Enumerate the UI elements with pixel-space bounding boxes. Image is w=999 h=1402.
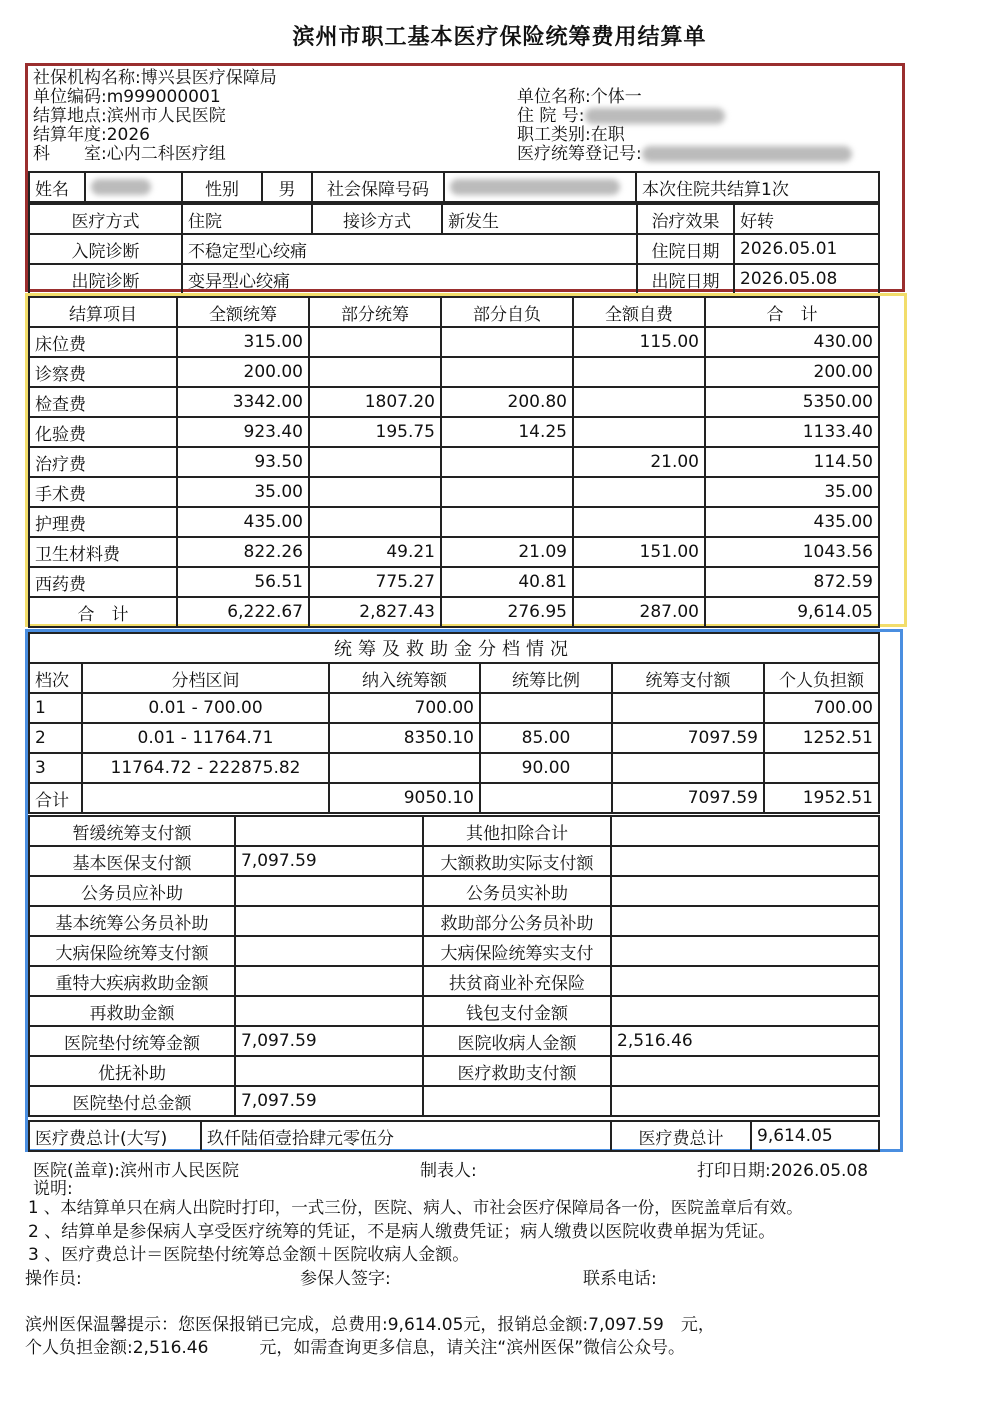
out-diag-value: 变异型心绞痛 [182, 264, 637, 294]
in-diag-label: 入院诊断 [29, 234, 182, 264]
total-value: 9,614.05 [751, 1121, 879, 1151]
payment-cell [611, 816, 879, 846]
in-date-label: 住院日期 [637, 234, 734, 264]
fee-cell: 822.26 [177, 537, 309, 567]
payment-cell [423, 1086, 611, 1116]
name-label: 姓名 [29, 172, 85, 202]
in-diag-value: 不稳定型心绞痛 [182, 234, 637, 264]
total-big-label: 医疗费总计(大写) [29, 1121, 201, 1151]
payment-table [28, 815, 880, 1117]
tier-cell: 1252.51 [764, 723, 879, 753]
fee-cell: 35.00 [177, 477, 309, 507]
fee-cell: 检查费 [29, 387, 177, 417]
payment-cell: 7,097.59 [235, 1026, 423, 1056]
ss-value [444, 172, 636, 202]
fee-cell [573, 417, 705, 447]
tier-cell [764, 753, 879, 783]
in-date-value: 2026.05.01 [734, 234, 879, 264]
fee-cell [441, 507, 573, 537]
payment-cell [235, 1056, 423, 1086]
unit-code: 单位编码:m999000001 [33, 87, 221, 107]
fee-cell: 21.09 [441, 537, 573, 567]
registration-number: 医疗统筹登记号: [517, 145, 852, 164]
payment-row [29, 1026, 879, 1056]
payment-cell: 大病保险统筹支付额 [29, 936, 235, 966]
fee-cell: 923.40 [177, 417, 309, 447]
fee-cell [309, 447, 441, 477]
visit-label: 接诊方式 [312, 204, 442, 234]
med-mode-value: 住院 [182, 204, 312, 234]
fee-cell: 435.00 [705, 507, 879, 537]
payment-cell: 钱包支付金额 [423, 996, 611, 1026]
fee-cell [309, 507, 441, 537]
payment-cell [611, 966, 879, 996]
fee-header-cell: 部分自负 [441, 297, 573, 327]
fee-cell: 化验费 [29, 417, 177, 447]
out-diag-label: 出院诊断 [29, 264, 182, 294]
payment-row [29, 996, 879, 1026]
payment-cell: 基本统筹公务员补助 [29, 906, 235, 936]
fee-cell [573, 507, 705, 537]
tier-cell: 700.00 [764, 693, 879, 723]
payment-cell [235, 816, 423, 846]
payment-cell [611, 936, 879, 966]
fee-row [29, 447, 879, 477]
fee-row [29, 387, 879, 417]
payment-cell [611, 876, 879, 906]
department: 科 室:心内二科医疗组 [33, 144, 226, 164]
total-table [28, 1120, 880, 1152]
fee-cell [309, 327, 441, 357]
settlement-year: 结算年度:2026 [33, 125, 150, 145]
payment-cell [611, 996, 879, 1026]
payment-cell [611, 1086, 879, 1116]
payment-cell: 重特大疾病救助金额 [29, 966, 235, 996]
payment-row [29, 1086, 879, 1116]
fee-cell: 床位费 [29, 327, 177, 357]
tier-cell [329, 753, 480, 783]
payment-cell: 基本医保支付额 [29, 846, 235, 876]
tier-cell: 3 [29, 753, 82, 783]
tier-cell [480, 783, 612, 813]
payment-row [29, 1056, 879, 1086]
fee-cell: 14.25 [441, 417, 573, 447]
patient-table [28, 171, 880, 203]
fee-cell: 3342.00 [177, 387, 309, 417]
payment-row [29, 816, 879, 846]
payment-cell: 其他扣除合计 [423, 816, 611, 846]
fee-cell [441, 447, 573, 477]
out-date-value: 2026.05.08 [734, 264, 879, 294]
insured-signature: 参保人签字: [300, 1269, 391, 1289]
operator: 操作员: [25, 1269, 82, 1289]
tier-row [29, 783, 879, 813]
tier-header-cell: 统筹比例 [480, 663, 612, 693]
fee-cell: 115.00 [573, 327, 705, 357]
fee-row [29, 537, 879, 567]
fee-cell [573, 387, 705, 417]
effect-value: 好转 [734, 204, 879, 234]
redacted-blur [642, 146, 852, 162]
payment-cell [611, 846, 879, 876]
fee-cell [309, 477, 441, 507]
payment-cell [235, 936, 423, 966]
payment-cell [611, 1056, 879, 1086]
tip-line-1: 滨州医保温馨提示：您医保报销已完成，总费用:9,614.05元，报销总金额:7,097.59 元， [25, 1315, 715, 1335]
patient-table-2 [28, 203, 880, 295]
tier-cell: 2 [29, 723, 82, 753]
payment-row [29, 966, 879, 996]
tier-cell: 90.00 [480, 753, 612, 783]
name-value [85, 172, 182, 202]
payment-cell: 7,097.59 [235, 1086, 423, 1116]
fee-cell: 200.00 [705, 357, 879, 387]
fee-cell: 手术费 [29, 477, 177, 507]
payment-cell: 医院垫付总金额 [29, 1086, 235, 1116]
tier-header-cell: 纳入统筹额 [329, 663, 480, 693]
payment-cell: 暂缓统筹支付额 [29, 816, 235, 846]
fee-row [29, 417, 879, 447]
tier-cell: 1 [29, 693, 82, 723]
fee-cell: 315.00 [177, 327, 309, 357]
fee-cell: 1043.56 [705, 537, 879, 567]
gender-label: 性别 [182, 172, 262, 202]
fee-cell: 200.00 [177, 357, 309, 387]
fee-cell: 护理费 [29, 507, 177, 537]
payment-row [29, 846, 879, 876]
fee-cell: 287.00 [573, 597, 705, 627]
fee-header-cell: 全额统筹 [177, 297, 309, 327]
fee-cell: 151.00 [573, 537, 705, 567]
fee-cell: 430.00 [705, 327, 879, 357]
fee-cell: 9,614.05 [705, 597, 879, 627]
fee-cell: 1133.40 [705, 417, 879, 447]
tip-line-2: 个人负担金额:2,516.46 元，如需查询更多信息，请关注“滨州医保”微信公众号。 [25, 1338, 686, 1358]
tier-cell: 0.01 - 700.00 [82, 693, 329, 723]
fee-cell [573, 357, 705, 387]
redacted-blur [450, 179, 620, 195]
payment-row [29, 906, 879, 936]
fee-cell: 1807.20 [309, 387, 441, 417]
tier-cell [612, 693, 764, 723]
payment-cell [611, 906, 879, 936]
payment-cell: 再救助金额 [29, 996, 235, 1026]
tier-cell: 合计 [29, 783, 82, 813]
contact-phone: 联系电话: [583, 1269, 657, 1289]
tier-cell: 85.00 [480, 723, 612, 753]
fee-header-cell: 全额自费 [573, 297, 705, 327]
fee-cell: 195.75 [309, 417, 441, 447]
payment-cell: 优抚补助 [29, 1056, 235, 1086]
tier-cell: 7097.59 [612, 783, 764, 813]
tier-cell: 8350.10 [329, 723, 480, 753]
tier-cell [480, 693, 612, 723]
total-label: 医疗费总计 [611, 1121, 751, 1151]
fee-header-cell: 结算项目 [29, 297, 177, 327]
payment-cell: 医院垫付统筹金额 [29, 1026, 235, 1056]
tier-row [29, 723, 879, 753]
job-type: 职工类别:在职 [517, 125, 625, 145]
note-title: 说明: [33, 1179, 73, 1199]
table-maker: 制表人: [420, 1161, 477, 1181]
note-1: 1 、本结算单只在病人出院时打印，一式三份，医院、病人、市社会医疗保障局各一份，医院盖章后有效。 [28, 1198, 803, 1217]
payment-cell [235, 876, 423, 906]
payment-cell: 医疗救助支付额 [423, 1056, 611, 1086]
fee-header-cell: 合 计 [705, 297, 879, 327]
payment-cell: 医院收病人金额 [423, 1026, 611, 1056]
inpatient-number: 住 院 号: [517, 107, 725, 126]
fee-cell [441, 477, 573, 507]
unit-name: 单位名称:个体一 [517, 87, 642, 107]
payment-cell [235, 906, 423, 936]
fee-cell [573, 567, 705, 597]
tier-row [29, 753, 879, 783]
fee-cell: 诊察费 [29, 357, 177, 387]
gender-value: 男 [262, 172, 312, 202]
document-title: 滨州市职工基本医疗保险统筹费用结算单 [292, 25, 707, 50]
fee-row [29, 477, 879, 507]
fee-cell: 2,827.43 [309, 597, 441, 627]
tier-cell: 700.00 [329, 693, 480, 723]
tier-header-cell: 分档区间 [82, 663, 329, 693]
payment-cell: 救助部分公务员补助 [423, 906, 611, 936]
fee-row [29, 327, 879, 357]
out-date-label: 出院日期 [637, 264, 734, 294]
payment-cell [235, 996, 423, 1026]
print-date: 打印日期:2026.05.08 [697, 1161, 869, 1181]
fee-cell: 35.00 [705, 477, 879, 507]
fee-cell: 200.80 [441, 387, 573, 417]
fee-row [29, 507, 879, 537]
tier-header-cell: 档次 [29, 663, 82, 693]
tier-cell: 1952.51 [764, 783, 879, 813]
tier-header-cell: 统筹支付额 [612, 663, 764, 693]
fee-cell: 5350.00 [705, 387, 879, 417]
fee-cell [441, 357, 573, 387]
fee-row [29, 597, 879, 627]
fee-table [28, 296, 880, 628]
note-2: 2 、结算单是参保病人享受医疗统筹的凭证，不是病人缴费凭证；病人缴费以医院收费单据为凭证。 [28, 1222, 776, 1242]
fee-cell: 775.27 [309, 567, 441, 597]
fee-cell: 6,222.67 [177, 597, 309, 627]
note-3: 3 、医疗费总计＝医院垫付统筹总金额＋医院收病人金额。 [28, 1245, 470, 1265]
tier-section-title: 统筹及救助金分档情况 [29, 633, 879, 663]
fee-cell: 872.59 [705, 567, 879, 597]
tier-row [29, 693, 879, 723]
tier-cell: 0.01 - 11764.71 [82, 723, 329, 753]
fee-cell [309, 357, 441, 387]
tier-table [28, 632, 880, 814]
payment-cell: 大额救助实际支付额 [423, 846, 611, 876]
tier-header-cell: 个人负担额 [764, 663, 879, 693]
payment-cell: 大病保险统筹实支付 [423, 936, 611, 966]
redacted-blur [585, 108, 725, 124]
fee-cell: 56.51 [177, 567, 309, 597]
fee-header-row [29, 297, 879, 327]
tier-header-row [29, 663, 879, 693]
fee-cell: 治疗费 [29, 447, 177, 477]
fee-cell: 西药费 [29, 567, 177, 597]
med-mode-label: 医疗方式 [29, 204, 182, 234]
fee-cell: 21.00 [573, 447, 705, 477]
payment-cell: 扶贫商业补充保险 [423, 966, 611, 996]
payment-cell: 2,516.46 [611, 1026, 879, 1056]
effect-label: 治疗效果 [637, 204, 734, 234]
fee-cell: 114.50 [705, 447, 879, 477]
fee-cell: 93.50 [177, 447, 309, 477]
payment-row [29, 876, 879, 906]
fee-cell: 49.21 [309, 537, 441, 567]
payment-row [29, 936, 879, 966]
fee-cell: 合 计 [29, 597, 177, 627]
total-big-value: 玖仟陆佰壹拾肆元零伍分 [201, 1121, 611, 1151]
payment-cell: 公务员应补助 [29, 876, 235, 906]
agency-name: 社保机构名称:博兴县医疗保障局 [33, 68, 277, 88]
payment-cell: 7,097.59 [235, 846, 423, 876]
fee-row [29, 357, 879, 387]
hospital-seal: 医院(盖章):滨州市人民医院 [33, 1161, 239, 1181]
settlement-location: 结算地点:滨州市人民医院 [33, 106, 226, 126]
fee-cell [441, 327, 573, 357]
ss-label: 社会保障号码 [312, 172, 444, 202]
fee-cell: 435.00 [177, 507, 309, 537]
payment-cell: 公务员实补助 [423, 876, 611, 906]
tier-cell [82, 783, 329, 813]
redacted-blur [91, 179, 151, 195]
tier-cell: 7097.59 [612, 723, 764, 753]
fee-cell: 40.81 [441, 567, 573, 597]
fee-row [29, 567, 879, 597]
tier-cell [612, 753, 764, 783]
fee-cell: 276.95 [441, 597, 573, 627]
settle-times: 本次住院共结算1次 [636, 172, 879, 202]
payment-cell [235, 966, 423, 996]
tier-cell: 9050.10 [329, 783, 480, 813]
fee-header-cell: 部分统筹 [309, 297, 441, 327]
tier-cell: 11764.72 - 222875.82 [82, 753, 329, 783]
fee-cell [573, 477, 705, 507]
visit-value: 新发生 [442, 204, 637, 234]
fee-cell: 卫生材料费 [29, 537, 177, 567]
